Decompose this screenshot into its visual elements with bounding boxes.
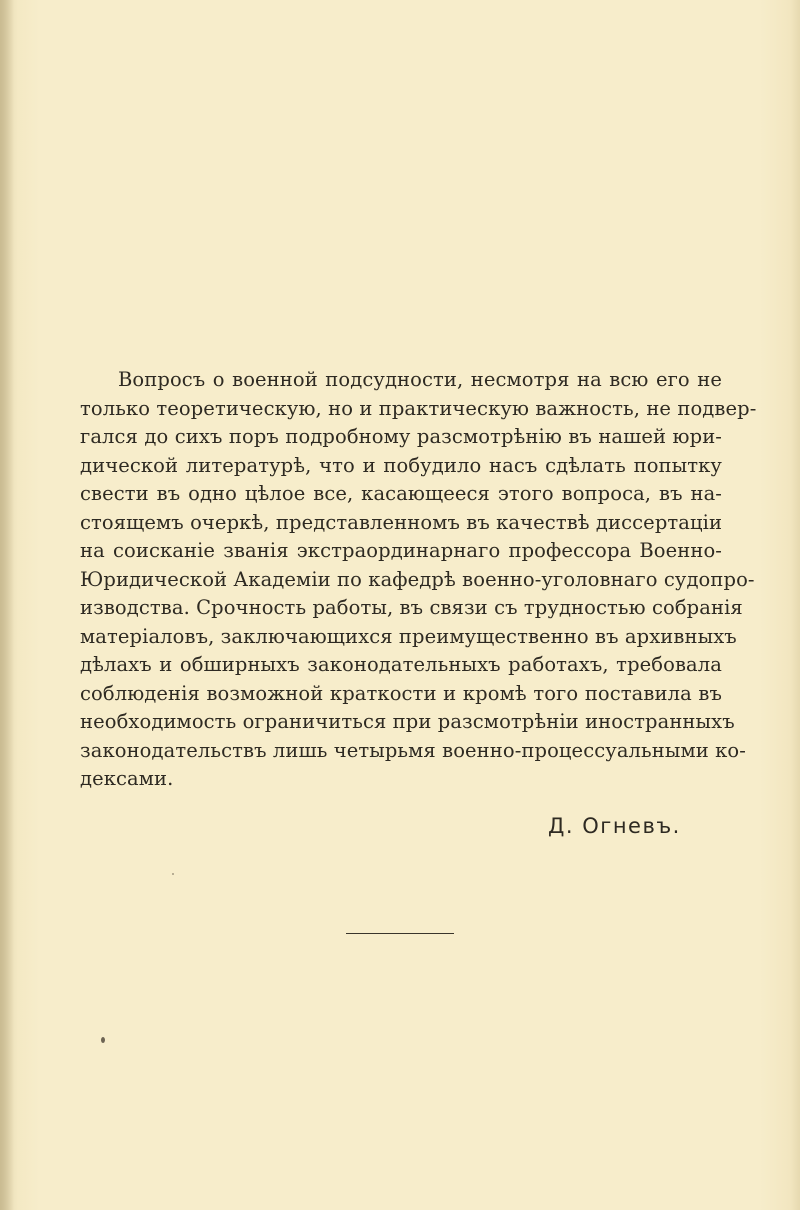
- paragraph-line: изводства. Срочность работы, въ связи съ трудностью собранія: [80, 596, 743, 619]
- paragraph-line: законодательствъ лишь четырьмя военно-процессуальными ко-: [80, 738, 746, 762]
- paragraph-line: Юридической Академіи по кафедрѣ военно-уголовнаго судопро-: [80, 567, 755, 591]
- ink-speck: [101, 1037, 105, 1043]
- section-divider: [346, 933, 454, 934]
- paragraph-line: дѣлахъ и обширныхъ законодательныхъ работахъ, требовала: [80, 653, 722, 676]
- paragraph-line: дексами.: [80, 767, 174, 790]
- paragraph-line: только теоретическую, но и практическую важность, не подвер-: [80, 396, 757, 420]
- paragraph-line: свести въ одно цѣлое все, касающееся этого вопроса, въ на-: [80, 482, 722, 505]
- paragraph-line: необходимость ограничиться при разсмотрѣніи иностранныхъ: [80, 710, 735, 733]
- paragraph-line: матеріаловъ, заключающихся преимущественно въ архивныхъ: [80, 624, 737, 648]
- paragraph-line: на соисканіе званія экстраординарнаго профессора Военно-: [80, 539, 722, 562]
- paragraph-line: соблюденія возможной краткости и кромѣ того поставила въ: [80, 681, 722, 705]
- ink-speck: [172, 873, 174, 875]
- paragraph-line: Вопросъ о военной подсудности, несмотря на всю его не: [118, 368, 722, 391]
- paragraph-line: гался до сихъ поръ подробному разсмотрѣнію въ нашей юри-: [80, 425, 722, 448]
- page-binding-edge: [0, 0, 14, 1210]
- paragraph-line: дической литературѣ, что и побудило насъ сдѣлать попытку: [80, 453, 722, 477]
- preface-paragraph: [80, 366, 757, 794]
- author-signature: Д. Огневъ.: [548, 814, 681, 838]
- paragraph-line: стоящемъ очеркѣ, представленномъ въ качествѣ диссертаціи: [80, 510, 723, 534]
